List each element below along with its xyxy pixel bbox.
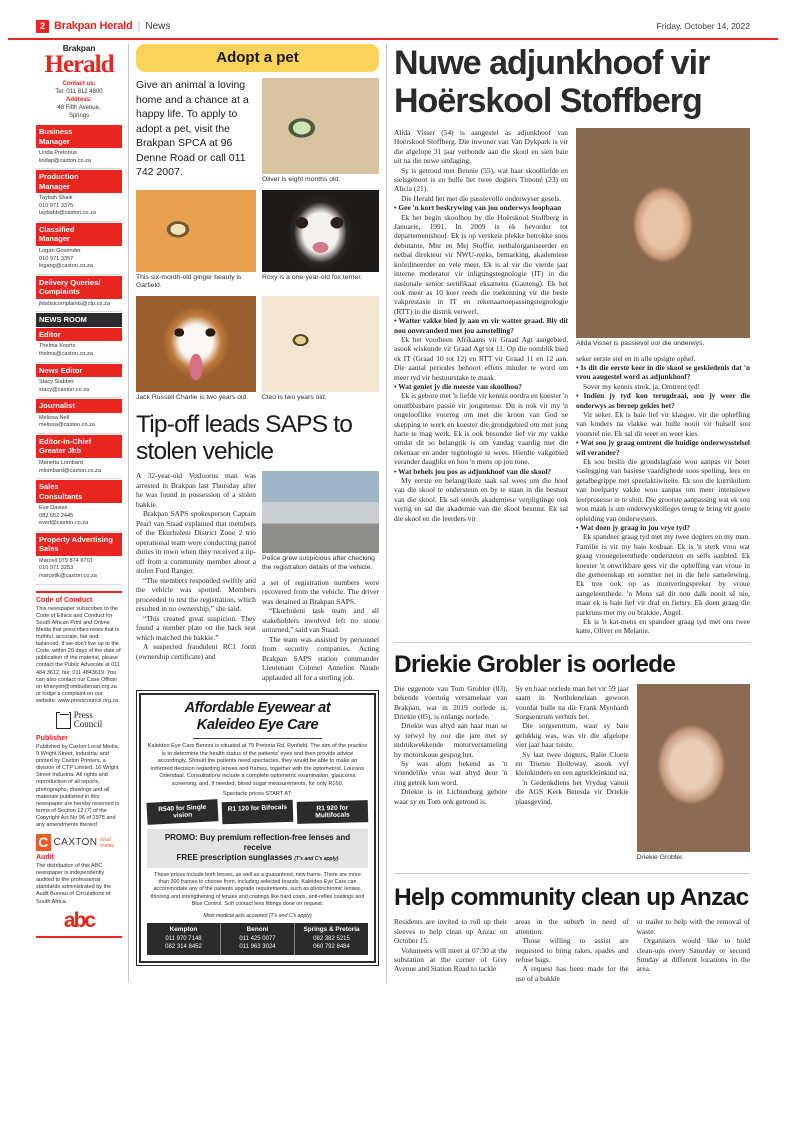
driekie-paragraph: Die sorgsentrum, waar sy baie gelukkig was, was vir die afgelope vier jaar haar tuiste. bbox=[515, 721, 629, 750]
press-council-line-1: Press bbox=[73, 709, 93, 720]
interview-question: • Wat sou jy graag omtrent die huidige onderwysstelsel wil verander? bbox=[576, 438, 750, 457]
interview-answer: Sover my kennis strek, ja. Omtrent tyd! bbox=[583, 381, 700, 391]
driekie-paragraph: Die eggenote van Tom Grobler (83), bekende voertuig versamelaar van Brakpan, wat in 2019 oorlede is, Driekie (85), is onlangs oorlede. bbox=[394, 683, 508, 721]
middle-column bbox=[128, 44, 386, 983]
herald-logo bbox=[36, 44, 122, 79]
driekie-paragraph: Sy en haar oorlede man het vir 59 jaar saam in Northdenelaan gewoon voordat hulle na die Frank Mynhardt Sorgsentrum verhuis het. bbox=[515, 683, 629, 721]
caption-cleo: Cleo is two years old. bbox=[262, 393, 327, 401]
contact-label: Contact us: bbox=[62, 81, 96, 87]
section-divider-2 bbox=[394, 873, 750, 874]
rail-contact-details: Thelma Koorts thelma@caxton.co.za bbox=[36, 341, 122, 362]
masthead-separator: | bbox=[137, 20, 141, 32]
caxton-wordmark: CAXTON bbox=[53, 837, 98, 849]
masthead-section: News bbox=[145, 20, 171, 32]
photo-oliver-cat bbox=[262, 78, 379, 174]
tipoff-body-grid bbox=[136, 471, 379, 682]
rail-heading: Sales Consultants bbox=[36, 480, 122, 503]
interview-question: • Is dit die eerste keer in die skool se geskiedenis dat 'n vrou aangestel word as adjunkhoof? bbox=[576, 363, 750, 382]
anzac-text-col-1 bbox=[394, 917, 507, 973]
driekie-grid bbox=[394, 684, 750, 868]
photo-garfield-cat bbox=[136, 190, 256, 272]
ad-branch-phone: 011 425 0077 bbox=[239, 935, 276, 942]
adopt-oliver-block bbox=[262, 78, 379, 190]
ad-promo-line-2 bbox=[150, 853, 365, 864]
adopt-third-grid bbox=[136, 296, 379, 408]
photo-stolen-bakkie bbox=[262, 471, 379, 553]
main-article-text-col-1 bbox=[394, 128, 568, 523]
logo-brakpan-word: Brakpan bbox=[62, 43, 96, 53]
rail-heading: Journalist bbox=[36, 399, 122, 413]
ad-branch-phone: 011 970 7148 bbox=[165, 935, 202, 942]
interview-question: • Indien jy tyd kon terugdraai, sou jy weer die onderwys as beroep gekies het? bbox=[576, 391, 750, 410]
main-article-text-col-2 bbox=[576, 354, 750, 636]
interview-answer: Vir seker. Ek is baie lief vir klasgee, vir die opheffing van kinders na vlakke wat hulle nooit vir hulself sou voorstel nie. Ek sal dit weer en weer kies. bbox=[576, 410, 750, 438]
section-divider-1 bbox=[394, 642, 750, 643]
adopt-top-grid bbox=[136, 78, 379, 190]
driekie-text-col-1 bbox=[394, 684, 507, 806]
photo-roxy-dog bbox=[262, 190, 379, 272]
anzac-paragraph: Those willing to assist are requested to bring rakes, spades and refuse bags. bbox=[515, 936, 629, 964]
address-line-1: 48 Fifth Avenue, bbox=[57, 105, 101, 111]
interview-answer: Ek het begin skoolhou by die Hoërskool Stoffberg in Januarie, 1991. In 2009 is ek bevorder tot departementshoof. Ek is op verskeie plekke betrokke soos debutante, Mnr en Mej Stoffie, netbalorganiseerder en netbal direkteur vir NWU-reeks, bemarking, akademiese koördineerder en vele meer. Ek is al vir die vierde jaar interne moderator vir inligtingstegnologie (IT) in die nasionale senior sertifikaat eksamens (Gauteng). Ek het ook meer as 10 keer reeds die toekenning vir die beste vakprestasie in IT en rekenaartoepassingstegnologie (RTT) in die distrik verwerf. bbox=[394, 212, 568, 316]
driekie-paragraph: Driekie was altyd aan haar man se sy terwyl hy oor die jare met sy indrukwekkende motorversameling by motorskoue gespog het. bbox=[394, 721, 508, 759]
masthead-date: Friday, October 14, 2022 bbox=[656, 21, 750, 31]
ad-price-pill: R1 920 for Multifocals bbox=[297, 800, 369, 824]
driekie-photo-block bbox=[637, 684, 750, 868]
anzac-col-3 bbox=[637, 917, 750, 983]
rail-contact-details: Eve Davies 082 652 2445 eved@caxton.co.za bbox=[36, 503, 122, 532]
anzac-grid bbox=[394, 917, 750, 983]
rail-staff-list bbox=[36, 125, 122, 585]
rail-heading: Delivery Queries/ Complaints bbox=[36, 276, 122, 299]
adopt-garfield-block bbox=[136, 190, 256, 296]
tipoff-text-col-2 bbox=[262, 578, 379, 683]
interview-answer: Ek het voorheen Afrikaans vir Graad Agt aangebied, asook wiskunde vir Graad Agt tot 11. Op die oomblik bied ek IT (Graad 10 tot 12) en RTT vir Graad 11 en 12 aan. Die aantal periodes behoort effens minder te word om meer tyd vir bestuurstake te maak. bbox=[394, 334, 568, 382]
rail-divider bbox=[36, 591, 122, 593]
caption-roxy: Roxy is a one-year-old fox terrier. bbox=[262, 273, 363, 281]
driekie-col-2 bbox=[515, 684, 628, 868]
driekie-text-col-2 bbox=[515, 684, 628, 806]
anzac-paragraph: Volunteers will meet at 07:30 at the substation at the corner of Grey Avenue and Station Road to tackle bbox=[394, 945, 508, 974]
ad-divider bbox=[193, 738, 321, 739]
anzac-text-col-2 bbox=[515, 917, 628, 983]
ad-branch bbox=[147, 923, 221, 955]
adopt-intro-text: Give an animal a loving home and a chance at a happy life. To apply to adopt a pet, visit the Brakpan SPCA at 96 Denne Road or call 011 742 2007. bbox=[136, 79, 249, 178]
audit-text: The distribution of this ABC newspaper is independently audited to the professional standards administrated by the Audit Bureau of Circulations of South Africa. bbox=[36, 863, 112, 905]
photo-cleo-cat bbox=[262, 296, 379, 392]
ad-promo-line-1: PROMO: Buy premium reflection-free lenses and receive bbox=[164, 832, 351, 852]
interview-question: • Wat doen jy graag in jou vrye tyd? bbox=[576, 522, 691, 532]
rail-contact-details: Marietta Lombard mlombard@caxton.co.za bbox=[36, 458, 122, 479]
photo-charlie-dog bbox=[136, 296, 256, 392]
ad-inner-frame bbox=[139, 693, 376, 963]
rail-contact-details: Taybah Shaik 010 971 3375 taybahb@caxton.co.za bbox=[36, 193, 122, 222]
adopt-charlie-block bbox=[136, 296, 256, 408]
address-line-2: Springs bbox=[68, 113, 90, 119]
right-column bbox=[386, 44, 750, 983]
anzac-col-2 bbox=[515, 917, 628, 983]
ad-title-line-2: Kaleideo Eye Care bbox=[196, 717, 319, 734]
rail-heading: Classified Manager bbox=[36, 223, 122, 246]
address-label: Address: bbox=[65, 97, 92, 103]
publication-title: Brakpan Herald bbox=[54, 20, 133, 32]
ad-body-copy: Kaleideo Eye Care Benoni is situated at 79 Pretoria Rd, Rynfield. The aim of the practice is to determine the health status of the patients' eyes and then provide advice accordingly. Should the patients need spectacles, they would be able to make an informed decision regarding lenses and frames, together with the optometrist, Lourans Odendaal. Consultations include a complete optometric examination, glaucoma screening, and, if needed, blood sugar measurements, for only R160. bbox=[147, 743, 368, 788]
interview-question: • Wat geniet jy die meeste van skoolhou? bbox=[394, 381, 522, 391]
publisher-text: Published by Caxton Local Media, 9 Wright Street, Industria; and printed by Caxton Printers, a division of CTP Limited, 16 Wright Street Industria. All rights and reproduction of all reports, photographs, drawings and all materials published in this newspaper are hereby reserved in terms of Section 12 (7) of the Copyright Act No 96 of 1978 and any amendments thereof. bbox=[36, 743, 120, 828]
rail-heading: Editor-in-Chief Greater Jhb bbox=[36, 435, 122, 458]
anzac-paragraph: A request has been made for the use of a bakkie bbox=[515, 964, 629, 983]
ad-promo-terms: (T's and C's apply) bbox=[294, 855, 339, 862]
driekie-paragraph: Sy was alom bekend as 'n vriendelike vrou wat altyd deur 'n ring getrek kon word. bbox=[394, 759, 508, 787]
driekie-headline: Driekie Grobler is oorlede bbox=[394, 650, 676, 678]
ad-price-pill: R1 120 for Bifocals bbox=[222, 799, 294, 823]
ad-branch-name: Springs & Pretoria bbox=[303, 926, 360, 934]
rail-contact-details: Melissa Nell melissa@caxton.co.za bbox=[36, 413, 122, 434]
anzac-headline: Help community clean up Anzac bbox=[394, 884, 749, 912]
adopt-second-grid bbox=[136, 190, 379, 296]
code-of-conduct-title: Code of Conduct bbox=[36, 596, 93, 604]
press-council-words bbox=[74, 711, 103, 730]
code-of-conduct-text: This newspaper subscribes to the Code of Ethics and Conduct for South African Print and Online Media that prescribes news that is truthful, accurate, fair and balanced. If we don't live up to the Code, within 20 days of the date of publication of the material, please contact the Public Advocate at 011 484 3612, fax: 011 4843619. You can also contact our Case Officer on khanyim@ombudsman.org.za or lodge a complaint on our website: www.presscouncil.org.za bbox=[36, 605, 121, 704]
interview-question: • Gee 'n kort beskrywing van jou onderwys loopbaan bbox=[394, 203, 562, 213]
page-columns bbox=[8, 44, 778, 983]
rail-heading: Property Advertising Sales bbox=[36, 533, 122, 556]
rail-contact-block bbox=[36, 79, 122, 124]
ad-branch-phone: 060 792 8484 bbox=[313, 944, 350, 951]
tipoff-paragraph: A 32-year-old Vosloorus man was arrested in Brakpan last Thursday after he was found in possession of a stolen bakkie. bbox=[136, 471, 256, 509]
masthead-bar bbox=[8, 14, 778, 40]
rail-heading: Editor bbox=[36, 328, 122, 342]
anzac-paragraph: areas in the suburb in need of attention. bbox=[515, 917, 629, 936]
contact-tel: Tel: 011 812 4800 bbox=[55, 89, 103, 95]
rail-heading: Production Manager bbox=[36, 170, 122, 193]
caxton-tagline: local media bbox=[100, 836, 115, 849]
photo-driekie-grobler bbox=[637, 684, 750, 852]
main-article-col-1 bbox=[394, 128, 568, 636]
caption-garfield: This six-month-old ginger beauty is Garfield. bbox=[136, 273, 242, 290]
main-headline: Nuwe adjunkhoof vir Hoërskool Stoffberg bbox=[394, 44, 710, 120]
kaleideo-eye-care-ad[interactable] bbox=[136, 690, 379, 966]
tipoff-column-1 bbox=[136, 471, 256, 682]
interview-answer: Ek is gebore met 'n liefde vir kennis oordra en koester 'n onuitblusbare passie vir jongmense. Dit is ook vir my 'n ongelooflike voorreg om met die kroon van God se skepping te werk en koester die grondgebied om met jong harte te mag werk. Ek is ook besonder lief vir my vakke omdat dit so belangrik is om vandag vaardig met die rekenaar en ander tegnologie te wees. Hierdie vakgebied verander daagliks en hou 'n mens op jou tone. bbox=[394, 391, 568, 467]
paragraph: Alida Visser (54) is aangestel as adjunkhoof van Hoërskool Stoffberg. Die inwoner van Van Dykpark is vir die afgelope 31 jaar verbonde aan die skool en sien baie uit na die nuwe uitdaging. bbox=[394, 128, 568, 166]
tipoff-paragraph: “Ekurhuleni task team and all stakeholders involved left no stone unturned,” said van Staad. bbox=[262, 606, 379, 635]
caxton-c-icon bbox=[36, 834, 51, 851]
anzac-paragraph: or trailer to help with the removal of waste. bbox=[636, 917, 750, 936]
driekie-col-1 bbox=[394, 684, 507, 868]
anzac-paragraph: Organisers would like to hold clean-ups every Saturday or second Sunday at different locations in the area. bbox=[636, 936, 750, 974]
anzac-text-col-3 bbox=[637, 917, 750, 973]
ad-branch-phone: 082 382 5215 bbox=[313, 935, 350, 942]
interview-answer: My eerste en belangrikste taak sal wees om die hoof van die skool te ondersteun en by te staan in die bestuur van die skool. Ek sal steeds akademiese verpligtinge ook verrig en sal die akademie van die skool bestuur. Ek sal die skool en die leerders vir bbox=[394, 476, 568, 523]
tipoff-paragraph: a set of registration numbers were recovered from the vehicle. The driver was detained at Brakpan SAPS. bbox=[262, 577, 379, 606]
rail-contact-details: Stacy Slabber stacy@caxton.co.za bbox=[36, 377, 122, 398]
newspaper-page bbox=[0, 14, 786, 1127]
ad-branch-name: Kempton bbox=[169, 926, 198, 934]
press-council-line-2: Council bbox=[73, 719, 103, 730]
ad-start-at-label: Spectacle prices START AT: bbox=[222, 790, 293, 797]
publisher-title: Publisher bbox=[36, 734, 68, 742]
main-article-grid bbox=[394, 128, 750, 636]
ad-price-pills bbox=[147, 801, 368, 823]
tipoff-paragraph: “The members responded swiftly and the vehicle was spotted. Members proceeded to test the registration, which resulted in no ownership,” she said. bbox=[136, 575, 256, 614]
interview-question: • Wat behels jou pos as adjunkhoof van die skool? bbox=[394, 466, 552, 476]
page-number-badge: 2 bbox=[36, 20, 49, 33]
adopt-intro-block bbox=[136, 78, 256, 190]
tipoff-paragraph: Brakpan SAPS spokesperson Captain Pearl van Staad explained that members of the Ekurhuleni District Zone 2 trio operational team were conducting patrol duties in town when they received a tip-off from a community member about a stolen Ford Ranger. bbox=[136, 509, 256, 576]
ad-branch-name: Benoni bbox=[246, 926, 269, 934]
interview-answer: Ek spandeer graag tyd met my twee dogters en my man. Familie is vir my baie kosbaar. Ek is 'n sterk vrou wat graag vrouegeleenthede ondersteun en selfs aanbied. Ek koester 'n onwrikbare gees vir die opheffing van vroue in die gemeenskap en sommer net in die hele samelewing. Ek tree ook op as motiveringspreker by vroue aangeleenthede. 'n Mens sal dit nou dalk nooit sê nie, maar ek is baie lief vir draf en fietsry. Ek doen graag die parkruns met my ou brakkie, Angel. bbox=[576, 532, 750, 617]
rail-contact-details: Logan Govender 010 971 3357 logang@caxton.co.za bbox=[36, 246, 122, 275]
paragraph: seker eerste stel en in alle opsigte ophef. bbox=[576, 353, 696, 363]
adopt-cleo-block bbox=[262, 296, 379, 408]
tipoff-text-col-1 bbox=[136, 471, 256, 661]
ad-branch-contacts bbox=[147, 923, 368, 955]
adopt-a-pet-banner: Adopt a pet bbox=[136, 44, 379, 72]
ad-promo-banner bbox=[147, 829, 368, 868]
ad-price-pill: R540 for Single vision bbox=[146, 799, 218, 825]
ad-medical-aids-note: Most medical aids accepted (T's and C's apply) bbox=[203, 913, 312, 920]
rail-contact-details: Linda Pretorius lindap@caxton.co.za bbox=[36, 148, 122, 169]
tipoff-paragraph: The team was assisted by personnel from security companies. Acting Brakpan SAPS station commander Lieutenant Colonel Anneline Naude applauded all for a sterling job. bbox=[262, 634, 379, 682]
paragraph: Ek is 'n kat-mens en spandeer graag tyd met ons twee katte, Oliver en Melanie. bbox=[576, 616, 750, 636]
paragraph: Sy is getroud met Bennie (55), wat haar skoolliefde en sielsgenoot is en hulle het twee dogters Timoné (23) en Alicia (21). bbox=[394, 165, 568, 194]
ad-title-line-1: Affordable Eyewear at bbox=[184, 700, 331, 717]
rail-heading: Business Manager bbox=[36, 125, 122, 148]
ad-fine-print: These prices include both lenses, as well as a guaranteed, new frame. There are more than 300 frames to choose from, including selected brands. Kaleideo Eye Care can accommodate any of the patients upgrade requirements, such as photochromic lenses, thinning and strengthening of lenses and coatings like hard coats, anti-reflex coatings and Blue Control. Soft contact lens fittings done on request. bbox=[150, 871, 365, 907]
rail-heading: News Editor bbox=[36, 364, 122, 378]
caption-charlie: Jack Russell Charlie is two years old. bbox=[136, 393, 249, 401]
driekie-paragraph: Driekie is in Lichtenburg gebore waar sy en Tom ook getroud is. bbox=[394, 787, 508, 806]
photo-alida-visser bbox=[576, 128, 750, 338]
rail-contact-details: Marcell 079 874 6701 010 971 3253 marcellk@caxton.co.za bbox=[36, 556, 122, 585]
press-council-logo bbox=[36, 711, 122, 730]
caption-oliver: Oliver is eight months old. bbox=[262, 176, 341, 183]
anzac-col-1 bbox=[394, 917, 507, 983]
audit-title: Audit bbox=[36, 854, 54, 862]
rail-contact-details: jhbdistcomplaints@ctp.co.za bbox=[36, 299, 122, 313]
ad-branch bbox=[221, 923, 295, 955]
rail-bottom-divider bbox=[36, 936, 122, 938]
ad-branch bbox=[295, 923, 368, 955]
press-council-mark-icon bbox=[56, 712, 71, 729]
interview-question: • Watter vakke bied jy aan en vir watter graad. Bly dit nou onveranderd met jou aanstelling? bbox=[394, 316, 568, 335]
caption-alida-visser: Alida Visser is passievol oor die onderwys. bbox=[576, 340, 705, 347]
tipoff-headline: Tip-off leads SAPS to stolen vehicle bbox=[136, 411, 353, 466]
driekie-paragraph: 'n Gedenkdiens het Vrydag vanuit die AGS Kerk Betesda vir Driekie plaasgevind. bbox=[515, 777, 629, 806]
caption-bakkie: Police grew suspicious after checking the registration details of the vehicle. bbox=[262, 555, 375, 571]
rail-heading: NEWS ROOM bbox=[36, 313, 122, 327]
tipoff-paragraph: “This created great suspicion. They found a number plate on the back seat which matched the bakkie.” bbox=[136, 613, 256, 642]
ad-promo-line-2-text: FREE prescription sunglasses bbox=[176, 852, 293, 862]
logo-herald-word: Herald bbox=[44, 51, 114, 78]
caxton-logo bbox=[36, 834, 122, 851]
main-article-col-2 bbox=[576, 128, 750, 636]
adopt-roxy-block bbox=[262, 190, 379, 296]
abc-logo: abc bbox=[63, 908, 95, 932]
interview-answer: Ek sou beslis die grondslagfase wou aanpas vir beter vaslegging van basiese vaardighede soos spelling, lees en getalbegrippe met speelaktiwiteite. Ek sou die kurrikulum van heelparty vakke wou aanpas om meer intensiewe leerprosesse in te sluit. Die grootste aanpassing wat ek sou wou maak is om onderwyskolleges terug te bring vir goeie opleiding van onderwysers. bbox=[576, 457, 750, 523]
paragraph: Die Herald het met die passievolle onderwyser gesels. bbox=[401, 193, 562, 203]
ad-branch-phone: 011 963 3024 bbox=[239, 944, 276, 951]
tipoff-column-2 bbox=[262, 471, 379, 682]
anzac-paragraph: Residents are invited to roll up their sleeves to help clean up Anzac on October 15. bbox=[394, 917, 508, 946]
tipoff-paragraph: A suspected fraudulent RC1 form (ownership certificate) and bbox=[136, 642, 256, 661]
ad-branch-phone: 082 314 8452 bbox=[165, 944, 202, 951]
caption-driekie-grobler: Driekie Grobler. bbox=[636, 853, 684, 861]
contact-rail bbox=[36, 44, 128, 983]
driekie-paragraph: Sy laat twee dogters, Ralie Cloete en Trienie Holloway, asook vyf kleinkinders en een agterkleinkind na. bbox=[515, 749, 629, 778]
